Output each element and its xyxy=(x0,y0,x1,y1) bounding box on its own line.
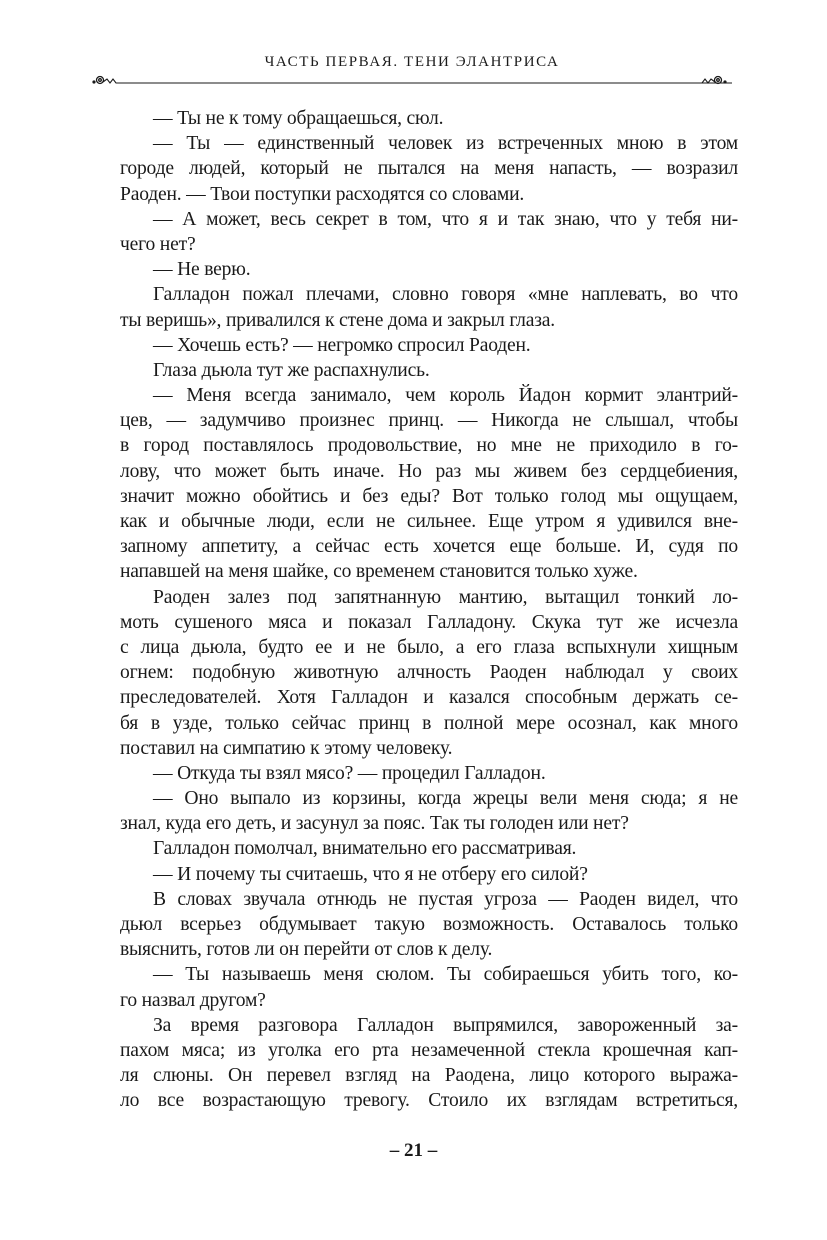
running-header-title: ЧАСТЬ ПЕРВАЯ. ТЕНИ ЭЛАНТРИСА xyxy=(264,54,560,70)
text-line: — Оно выпало из корзины, когда жрецы вели меня сюда; я не xyxy=(153,788,738,810)
text-line: знал, куда его деть, и засунул за пояс. Так ты голоден или нет? xyxy=(120,813,629,835)
text-line: бя в узде, только сейчас принц в полной мере осознал, как много xyxy=(120,712,738,734)
text-line: Раоден залез под запятнанную мантию, вытащил тонкий ло- xyxy=(153,586,738,608)
text-line: В словах звучала отнюдь не пустая угроза — Раоден видел, что xyxy=(153,888,738,910)
text-line: огнем: подобную животную алчность Раоден наблюдал у своих xyxy=(120,662,738,684)
text-line: значит можно обойтись и без еды? Вот только голод мы ощущаем, xyxy=(120,485,738,507)
text-line: чего нет? xyxy=(120,233,196,255)
page-number: – 21 – xyxy=(389,1140,438,1161)
text-line: Раоден. — Твои поступки расходятся со словами. xyxy=(120,183,525,205)
text-line: городе людей, который не пытался на меня напасть, — возразил xyxy=(120,158,738,180)
text-line: ты веришь», привалился к стене дома и закрыл глаза. xyxy=(120,309,555,331)
text-line: За время разговора Галладон выпрямился, завороженный за- xyxy=(153,1014,738,1036)
text-line: — Откуда ты взял мясо? — процедил Галладон. xyxy=(153,762,546,784)
text-line: запному аппетиту, а сейчас есть хочется еще больше. И, судя по xyxy=(120,536,738,558)
text-line: — Ты не к тому обращаешься, сюл. xyxy=(153,108,444,129)
text-line: Галладон помолчал, внимательно его рассматривая. xyxy=(153,838,577,860)
text-line: преследователей. Хотя Галладон и казался способным держать се- xyxy=(120,687,738,709)
text-line: — Не верю. xyxy=(153,259,251,281)
text-line: моть сушеного мяса и показал Галладону. Скука тут же исчезла xyxy=(120,611,738,633)
text-line: ля слюны. Он перевел взгляд на Раодена, лицо которого выража- xyxy=(120,1065,738,1087)
text-line: — Ты называешь меня сюлом. Ты собираешься убить того, ко- xyxy=(153,964,738,986)
text-line: цев, — задумчиво произнес принц. — Никогда не слышал, чтобы xyxy=(120,410,738,432)
text-line: — А может, весь секрет в том, что я и так знаю, что у тебя ни- xyxy=(153,208,738,230)
text-line: поставил на симпатию к этому человеку. xyxy=(120,737,453,759)
text-line: го назвал другом? xyxy=(120,989,266,1011)
text-line: с лица дьюла, будто ее и не было, а его глаза вспыхнули хищным xyxy=(120,636,738,658)
text-line: — Хочешь есть? — негромко спросил Раоден. xyxy=(153,334,531,356)
text-line: в город поставлялось продовольствие, но мне не приходило в го- xyxy=(120,435,738,457)
body-text xyxy=(120,106,738,1114)
text-line: дьюл всерьез обдумывает такую возможность. Оставалось только xyxy=(120,914,738,935)
text-line: — Меня всегда занимало, чем король Йадон кормит элантрий- xyxy=(153,385,738,407)
text-line: — Ты — единственный человек из встреченных мною в этом xyxy=(153,133,738,155)
text-line: пахом мяса; из уголка его рта незамеченной стекла крошечная кап- xyxy=(120,1039,738,1061)
text-line: ло все возрастающую тревогу. Стоило их взглядам встретиться, xyxy=(120,1090,738,1112)
ornamental-rule xyxy=(92,74,732,88)
text-line: лову, что может быть иначе. Но раз мы живем без сердцебиения, xyxy=(120,460,738,482)
text-line: выяснить, готов ли он перейти от слов к делу. xyxy=(120,939,493,961)
text-line: — И почему ты считаешь, что я не отберу его силой? xyxy=(153,863,588,885)
running-header xyxy=(92,52,732,92)
text-line: Галладон пожал плечами, словно говоря «мне наплевать, во что xyxy=(153,284,738,306)
text-line: напавшей на меня шайке, со временем становится только хуже. xyxy=(120,561,638,583)
text-line: как и обычные люди, если не сильнее. Еще утром я удивился вне- xyxy=(120,511,738,532)
text-line: Глаза дьюла тут же распахнулись. xyxy=(153,359,430,381)
